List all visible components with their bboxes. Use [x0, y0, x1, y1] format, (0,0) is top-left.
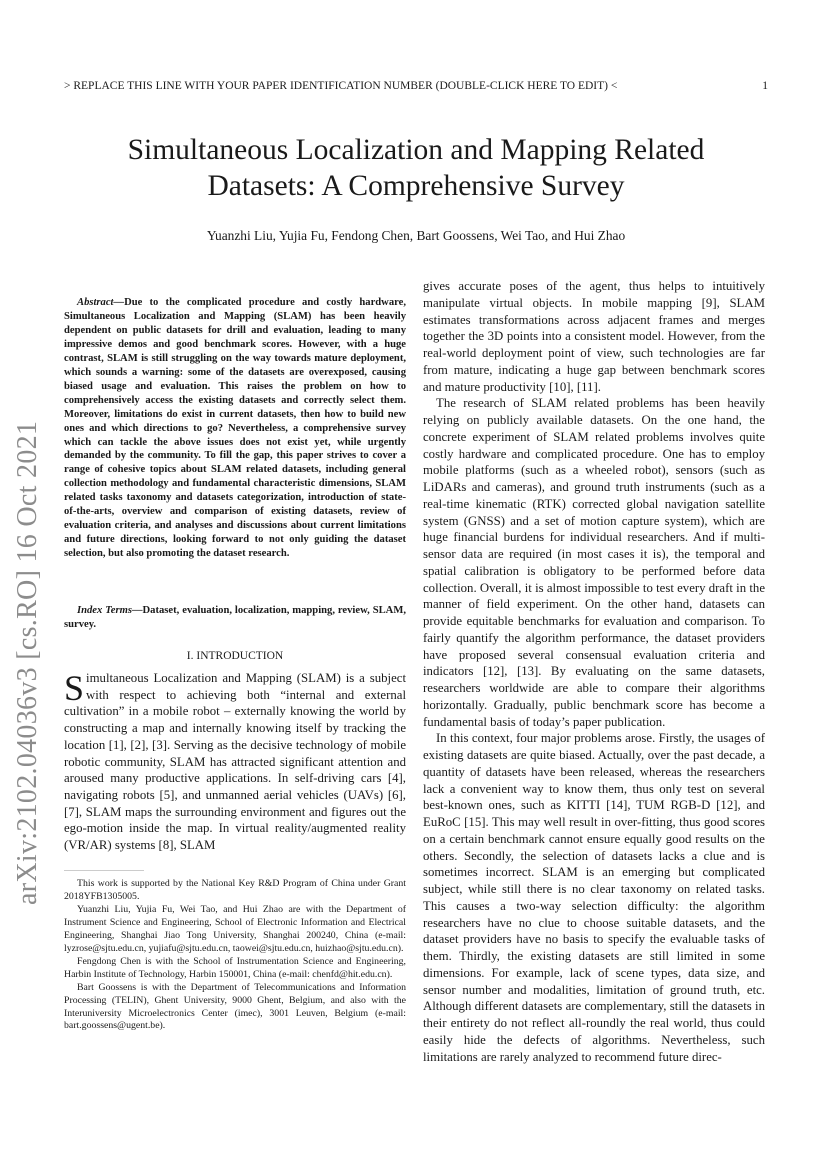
footnote-affiliation-ghent: Bart Goossens is with the Department of Telecommunications and Information Processing (TELIN), Ghent University, 9000 Ghent, Belgium, and also with the Interuniversity Microelectronics Center (imec), 3001 Leuven, Belgium (e-mail: bart.goossens@ugent.be).	[64, 981, 406, 1032]
page-number: 1	[762, 80, 768, 92]
index-terms-text: Dataset, evaluation, localization, mapping, review, SLAM, survey.	[64, 605, 406, 630]
title-line-1: Simultaneous Localization and Mapping Related	[127, 134, 705, 166]
right-column-body	[423, 278, 765, 1065]
introduction-text: imultaneous Localization and Mapping (SLAM) is a subject with respect to achieving both “internal and external cultivation” in a mobile robot – externally knowing the world by constructing a map and internally knowing itself by tracking the location [1], [2], [3]. Serving as the decisive technology of mobile robotic community, SLAM has attracted significant attention and aroused many productive applications. In self-driving cars [4], navigating robots [5], and unmanned aerial vehicles (UAVs) [6], [7], SLAM maps the surrounding environment and figures out the ego-motion inside the map. In virtual reality/augmented reality (VR/AR) systems [8], SLAM	[64, 671, 406, 853]
page-header	[64, 80, 768, 96]
section-title-rest: NTRODUCTION	[200, 650, 284, 662]
section-heading-introduction	[64, 650, 406, 662]
footnote-funding: This work is supported by the National Key R&D Program of China under Grant 2018YFB1305005.	[64, 878, 406, 902]
index-terms	[64, 604, 406, 632]
body-paragraph: In this context, four major problems arose. Firstly, the usages of existing datasets are quite biased. Actually, over the past decade, a quantity of datasets have been released, whereas the researchers lack a convenient way to know them, thus only test on several best-known ones, such as KITTI [14], TUM RGB-D [12], and EuRoC [15]. This may well result in over-fitting, thus good scores on a certain benchmark cannot ensure equally good results on the others. Secondly, the selection of datasets lacks a clue and is sometimes incorrect. SLAM is an emerging but complicated subject, while still there is no clear taxonomy on related tasks. This causes a two-way selection difficulty: the algorithm researchers have no clue to choose suitable datasets, and the dataset providers have no basis to specify the evaluable tasks of them. Thirdly, the existing datasets are still limited in some dimensions. For example, lack of scene types, data size, and sensor number and modalities, limitation of ground truth, etc. Although different datasets are complementary, still the datasets in their entirety do not reflect all-roundly the real world, thus could easily hide the defects of algorithms. Nevertheless, such limitations are rarely analyzed to recommend future direc-	[423, 731, 765, 1064]
introduction-paragraph	[64, 670, 406, 854]
index-terms-dash: —	[131, 605, 143, 616]
footnote-affiliation-hit: Fengdong Chen is with the School of Instrumentation Science and Engineering, Harbin Institute of Technology, Harbin 150001, China (e-mail: chenfd@hit.edu.cn).	[64, 955, 406, 980]
section-title-first-letter: I	[196, 650, 201, 662]
title-line-2: Datasets: A Comprehensive Survey	[207, 170, 625, 202]
author-list: Yuanzhi Liu, Yujia Fu, Fendong Chen, Bart Goossens, Wei Tao, and Hui Zhao	[206, 228, 626, 243]
abstract-dash: —	[113, 297, 125, 308]
footnote-affiliation-sjtu: Yuanzhi Liu, Yujia Fu, Wei Tao, and Hui Zhao are with the Department of Instrument Science and Engineering, School of Electronic Information and Electrical Engineering, Shanghai Jiao Tong University, Shanghai 200240, China (e-mail: lyzrose@sjtu.edu.cn, yujiafu@sjtu.edu.cn, taowei@sjtu.edu.cn, huizhao@sjtu.edu.cn).	[64, 903, 406, 954]
paper-title	[64, 132, 768, 204]
body-paragraph: gives accurate poses of the agent, thus helps to intuitively manipulate virtual objects. In mobile mapping [9], SLAM estimates transformations across adjacent frames and merges together the 3D points into a consistent model. However, from the real-world deployment point of view, such technologies are far from mature, indicating a huge gap between benchmark scores and mature productivity [10], [11].	[423, 279, 765, 394]
header-text: > REPLACE THIS LINE WITH YOUR PAPER IDENTIFICATION NUMBER (DOUBLE-CLICK HERE TO EDIT) <	[64, 80, 618, 92]
drop-cap: S	[64, 668, 85, 708]
abstract-label: Abstract	[77, 297, 114, 308]
index-terms-label: Index Terms	[77, 605, 132, 616]
body-paragraph: The research of SLAM related problems has been heavily relying on publicly available datasets. On the one hand, the concrete experiment of SLAM related problems involves quite costly hardware and complicated procedure. One has to employ mobile platforms (such as a wheeled robot), sensors (such as LiDARs and cameras), and ground truth instruments (such as a real-time kinematic (RTK) corrected global navigation satellite system (GNSS) and a set of motion capture system), which are huge financial burdens for individual researchers. And if multi-sensor data are required (in most cases it is), the temporal and spatial calibration is obligatory to be performed before data collection. Overall, it is almost impossible to test every draft in the manner of field experiment. On the other hand, datasets can provide equitable benchmarks for evaluation and comparison. To fairly quantify the algorithm performance, the dataset providers have proposed several consensual evaluation criteria and indicators [12], [13]. By evaluating on the same datasets, researchers worldwide are able to compare their algorithms horizontally. Gradually, public benchmark score has become a fundamental basis of today’s paper publication.	[423, 396, 765, 729]
section-number: I.	[186, 650, 194, 662]
abstract	[64, 296, 406, 561]
arxiv-stamp: arXiv:2102.04036v3 [cs.RO] 16 Oct 2021	[12, 420, 43, 905]
footnotes	[64, 878, 406, 1033]
footnote-divider	[64, 870, 144, 871]
abstract-text: Due to the complicated procedure and costly hardware, Simultaneous Localization and Mapping (SLAM) has been heavily dependent on public datasets for drill and evaluation, leading to many impressive demos and good benchmark scores. However, with a huge contrast, SLAM is still struggling on the way towards mature deployment, which sounds a warning: some of the datasets are overexposed, causing biased usage and evaluation. This raises the problem on how to comprehensively access the existing datasets and correctly select them. Moreover, limitations do exist in current datasets, then how to build new ones and which directions to go? Nevertheless, a comprehensive survey which can tackle the above issues does not exist yet, while urgently demanded by the community. To fill the gap, this paper strives to cover a range of cohesive topics about SLAM related datasets, including general collection methodology and fundamental characteristic dimensions, SLAM related tasks taxonomy and datasets categorization, introduction of state-of-the-arts, overview and comparison of existing datasets, review of evaluation criteria, and analyses and discussions about current limitations and future directions, looking forward to not only guiding the dataset selection, but also promoting the dataset research.	[64, 297, 406, 560]
